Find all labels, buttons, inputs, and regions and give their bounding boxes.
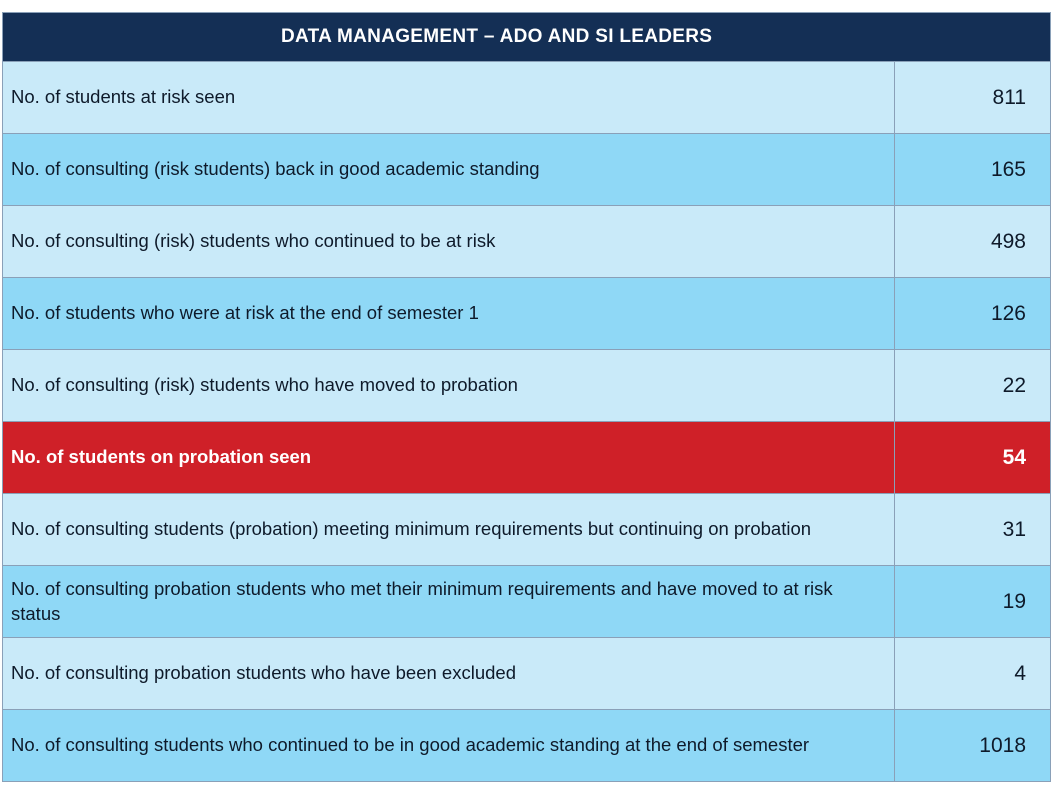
table-row — [3, 349, 1050, 421]
row-value: 1018 — [979, 733, 1026, 757]
table-row — [3, 493, 1050, 565]
row-label: No. of consulting students (probation) meeting minimum requirements but continuing on probation — [3, 494, 895, 565]
row-value: 165 — [990, 157, 1026, 181]
row-value: 4 — [1014, 661, 1026, 685]
row-value: 22 — [1002, 373, 1026, 397]
row-value: 126 — [990, 301, 1026, 325]
row-value: 811 — [992, 85, 1026, 109]
row-value: 31 — [1002, 517, 1026, 541]
row-label: No. of consulting probation students who have been excluded — [3, 638, 895, 709]
table-row-highlight — [3, 421, 1050, 493]
table-row — [3, 565, 1050, 637]
row-value: 54 — [1002, 445, 1026, 469]
table-row — [3, 709, 1050, 781]
table-title: DATA MANAGEMENT – ADO AND SI LEADERS — [3, 13, 1050, 61]
row-value: 19 — [1002, 589, 1026, 613]
row-label: No. of consulting (risk students) back in good academic standing — [3, 134, 895, 205]
row-label: No. of consulting probation students who met their minimum requirements and have moved to at risk status — [3, 566, 895, 637]
table-row — [3, 133, 1050, 205]
table-row — [3, 61, 1050, 133]
row-label: No. of consulting (risk) students who continued to be at risk — [3, 206, 895, 277]
row-label: No. of students on probation seen — [3, 422, 895, 493]
data-management-table — [2, 12, 1051, 782]
row-label: No. of students who were at risk at the end of semester 1 — [3, 278, 895, 349]
table-row — [3, 205, 1050, 277]
row-label: No. of students at risk seen — [3, 62, 895, 133]
table-row — [3, 637, 1050, 709]
row-value: 498 — [990, 229, 1026, 253]
row-label: No. of consulting (risk) students who have moved to probation — [3, 350, 895, 421]
row-label: No. of consulting students who continued to be in good academic standing at the end of semester — [3, 710, 895, 781]
table-row — [3, 277, 1050, 349]
